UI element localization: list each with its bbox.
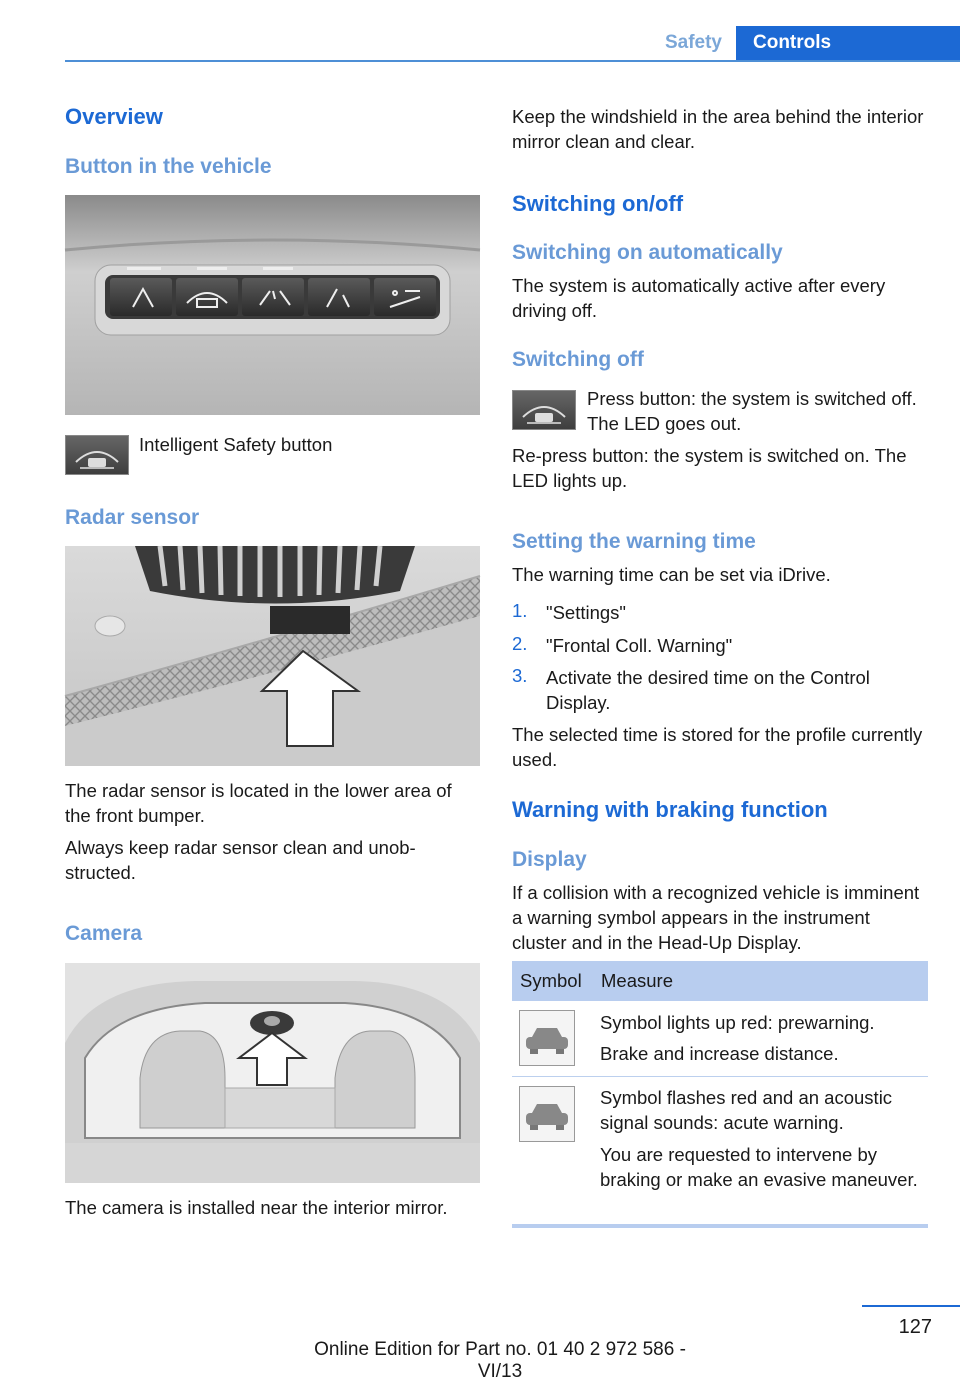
switching-off-paragraph: Press button: the system is switched off. The LED goes out. [587,388,917,434]
step-number: 2. [512,633,528,654]
camera-heading: Camera [65,922,143,945]
table-row-2-measure-2: You are requested to intervene by braking or make an evasive maneuver. [600,1144,918,1190]
step-number: 3. [512,665,528,686]
switching-off-heading: Switching off [512,348,644,371]
step-text: "Frontal Coll. Warning" [546,635,733,656]
radar-sensor-photo [65,546,480,766]
stored-profile-paragraph: The selected time is stored for the profile currently used. [512,724,923,770]
repress-paragraph: Re-press button: the system is switched on. The LED lights up. [512,445,907,491]
table-row-separator [512,1076,928,1077]
footer-rule [862,1305,960,1307]
camera-paragraph: The camera is installed near the interior mirror. [65,1197,448,1218]
header-chapter-tab[interactable]: Controls [736,26,960,62]
display-paragraph: If a collision with a recognized vehicle is imminent a warning symbol appears in the instrument cluster and in the Head-Up Display. [512,882,920,953]
table-row-1-measure-2: Brake and increase distance. [600,1043,839,1064]
header-section-tab[interactable]: Safety [664,32,722,53]
table-header-measure: Measure [601,970,673,991]
page-number: 127 [898,1316,932,1338]
warning-time-paragraph: The warning time can be set via iDrive. [512,564,831,585]
button-in-vehicle-heading: Button in the vehicle [65,155,272,178]
intelligent-safety-caption: Intelligent Safety button [139,434,333,455]
car-warning-icon [519,1010,575,1066]
setting-warning-time-heading: Setting the warning time [512,530,756,553]
button-panel-photo [65,195,480,415]
table-row-1-measure-1: Symbol lights up red: prewarning. [600,1012,875,1033]
switching-on-automatically-heading: Switching on automatically [512,241,783,264]
radar-sensor-heading: Radar sensor [65,506,200,529]
step-number: 1. [512,600,528,621]
step-text: Activate the desired time on the Control Display. [546,667,870,713]
windshield-paragraph: Keep the windshield in the area behind the interior mirror clean and clear. [512,106,924,152]
switching-on-off-heading: Switching on/off [512,191,684,216]
intelligent-safety-button-icon [65,435,129,475]
radar-sensor-paragraph-2: Always keep radar sensor clean and unobstructed. [65,837,416,883]
overview-heading: Overview [65,104,163,129]
table-header-symbol: Symbol [520,970,582,991]
display-heading: Display [512,848,587,871]
header-rule [65,60,960,62]
car-acute-warning-icon [519,1086,575,1142]
table-end-rule [512,1224,928,1228]
switching-on-automatically-paragraph: The system is automatically active after every driving off. [512,275,886,321]
edition-footer: Online Edition for Part no. 01 40 2 972 586 - VI/13 [314,1339,686,1382]
step-text: "Settings" [546,602,626,623]
warning-braking-heading: Warning with braking function [512,797,828,822]
table-row-2-measure-1: Symbol flashes red and an acoustic signal sounds: acute warning. [600,1087,893,1133]
camera-photo [65,963,480,1183]
radar-sensor-paragraph-1: The radar sensor is located in the lower area of the front bumper. [65,780,452,826]
intelligent-safety-button-icon-2 [512,390,576,430]
